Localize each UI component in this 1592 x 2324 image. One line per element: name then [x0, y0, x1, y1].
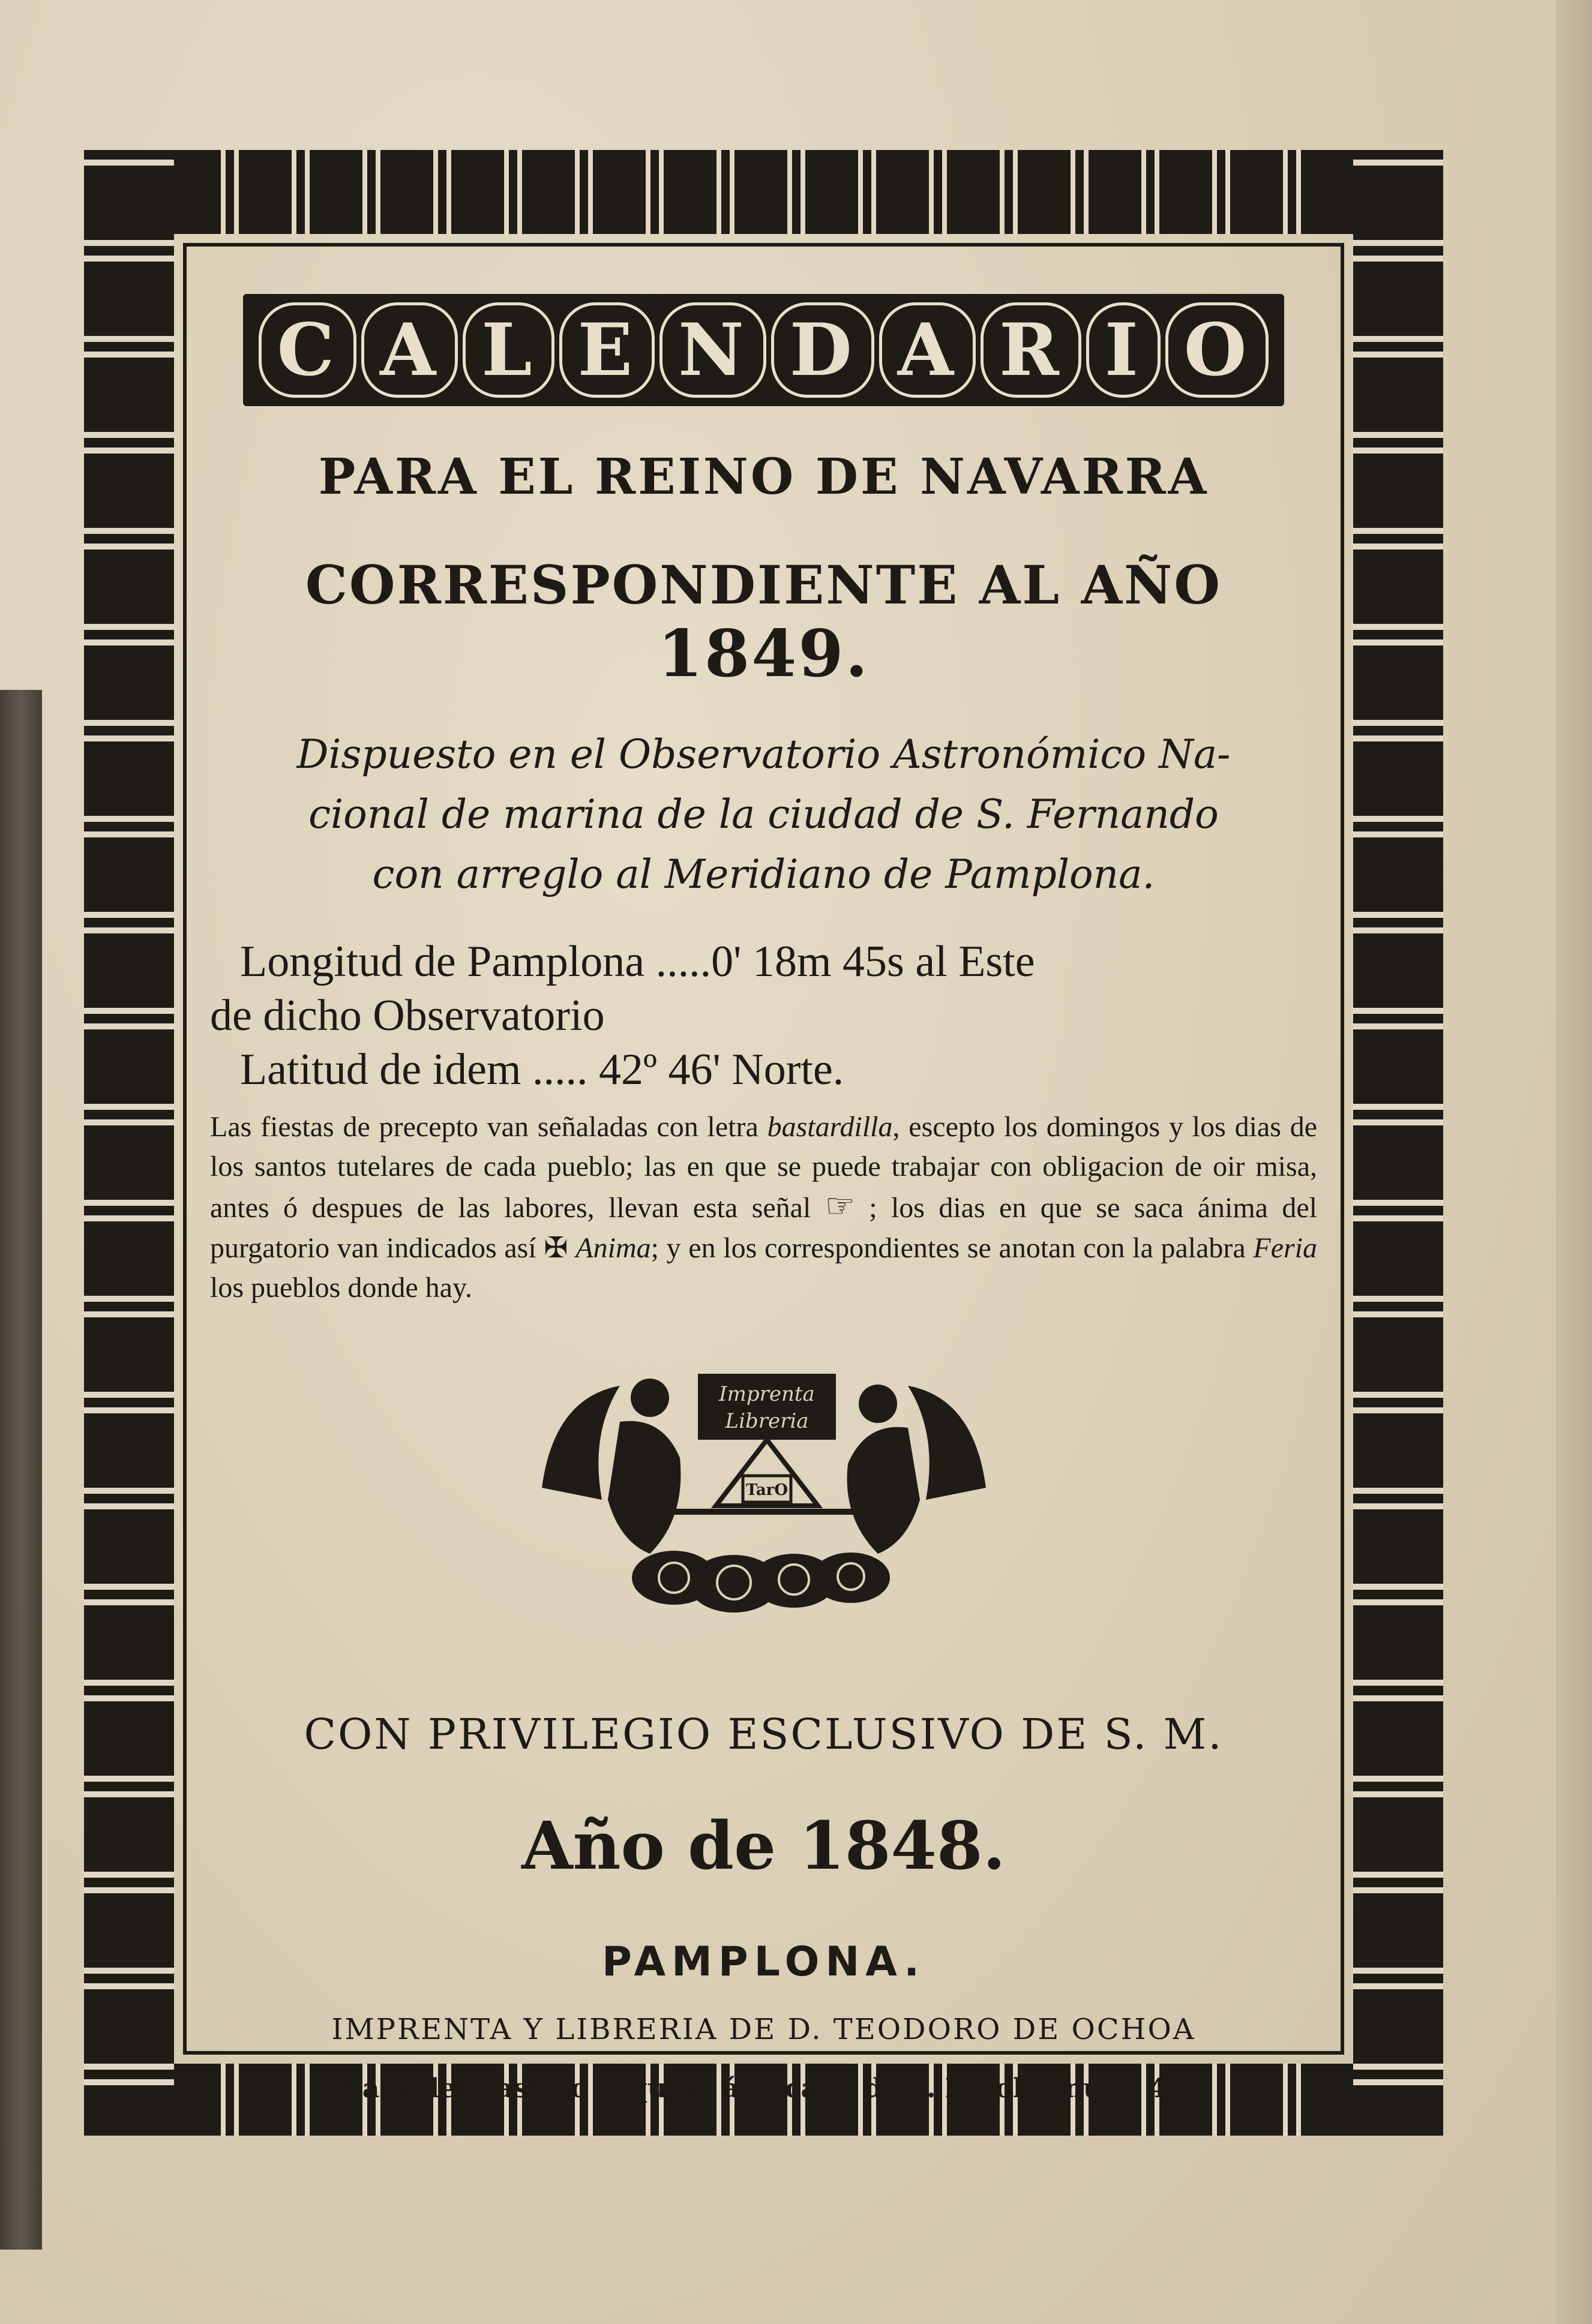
frame-top-band: [84, 150, 1443, 234]
title-letter: C: [259, 302, 357, 398]
notes-bastardilla: bastardilla: [767, 1111, 893, 1143]
holiday-notes: [198, 1107, 1329, 1308]
stand-label: TarO: [745, 1481, 788, 1499]
notes-feria: Feria: [1253, 1232, 1318, 1264]
title-letter: I: [1086, 302, 1161, 398]
sign-line-2: Libreria: [725, 1409, 808, 1433]
pointing-hand-icon: ☞: [825, 1187, 855, 1226]
subtitle-year: 1849.: [657, 616, 870, 692]
notes-text: , escepto los domingos y los dias de los santos tutelares de cada pueblo; las en que se puede trabajar con obligacion de oir misa, antes ó despues de las labores, llevan esta señal: [210, 1111, 1317, 1224]
right-angel-body: [847, 1427, 919, 1554]
ornamental-frame: [84, 150, 1443, 2136]
title-letter: E: [559, 302, 655, 398]
right-angel-head: [859, 1385, 897, 1423]
left-angel-head: [631, 1379, 669, 1417]
notes-text: ; y en los correspondientes se anotan con la palabra: [650, 1232, 1254, 1264]
subtitle-reino: PARA EL REINO DE NAVARRA: [318, 448, 1209, 506]
title-page-content: [198, 255, 1329, 2104]
left-wing-icon: [542, 1386, 620, 1500]
calendario-title: [243, 294, 1285, 406]
italic-line: Dispuesto en el Observatorio Astronómico Na-: [296, 731, 1231, 777]
observatory-note: [198, 725, 1329, 905]
title-letter: A: [361, 302, 458, 398]
cross-icon: ✠: [544, 1231, 568, 1265]
notes-text: Las fiestas de precepto van señaladas con letra: [210, 1111, 767, 1143]
title-letter: A: [879, 302, 976, 398]
frame-right-band: [1353, 150, 1443, 2136]
longitude-line: Longitud de Pamplona .....0' 18m 45s al Este: [240, 937, 1035, 986]
notes-text: los pueblos donde hay.: [210, 1272, 472, 1304]
observatory-ref-line: de dicho Observatorio: [210, 991, 605, 1040]
title-letter: L: [463, 302, 554, 398]
city-name: PAMPLONA.: [601, 1938, 926, 1986]
latitude-line: Latitud de idem ..... 42º 46' Norte.: [240, 1045, 844, 1094]
subtitle-year-line: [198, 554, 1329, 692]
title-letter: R: [981, 302, 1081, 398]
notes-text: ; los dias en que se saca ánima del purgatorio van indicados así: [210, 1192, 1318, 1264]
title-letter: N: [659, 302, 766, 398]
angels-emblem-illustration: [518, 1362, 1010, 1620]
italic-line: con arreglo al Meridiano de Pamplona.: [372, 851, 1155, 897]
geo-coordinates: [198, 935, 1329, 1097]
subtitle-year-prefix: CORRESPONDIENTE AL AÑO: [305, 554, 1222, 616]
title-letter: D: [771, 302, 874, 398]
privilege-line: CON PRIVILEGIO ESCLUSIVO DE S. M.: [304, 1710, 1224, 1759]
right-wing-icon: [908, 1386, 986, 1500]
frame-left-band: [84, 150, 174, 2136]
italic-line: cional de marina de la ciudad de S. Fernando: [308, 791, 1219, 837]
angels-emblem: [518, 1362, 1010, 1620]
address-line: Plaza del Castillo esquina á la calle de S. Nicolas núm. 40.: [332, 2073, 1195, 2104]
title-letter: O: [1165, 302, 1269, 398]
next-page-edge: [1556, 0, 1592, 2324]
left-angel-body: [608, 1421, 680, 1554]
binding-thread: [0, 690, 42, 2250]
notes-anima: Anima: [575, 1232, 651, 1264]
sign-line-1: Imprenta: [718, 1382, 815, 1406]
publication-year: Año de 1848.: [521, 1807, 1006, 1884]
printer-line: IMPRENTA Y LIBRERIA DE D. TEODORO DE OCHOA: [331, 2013, 1196, 2046]
cloud-group: [632, 1551, 890, 1613]
